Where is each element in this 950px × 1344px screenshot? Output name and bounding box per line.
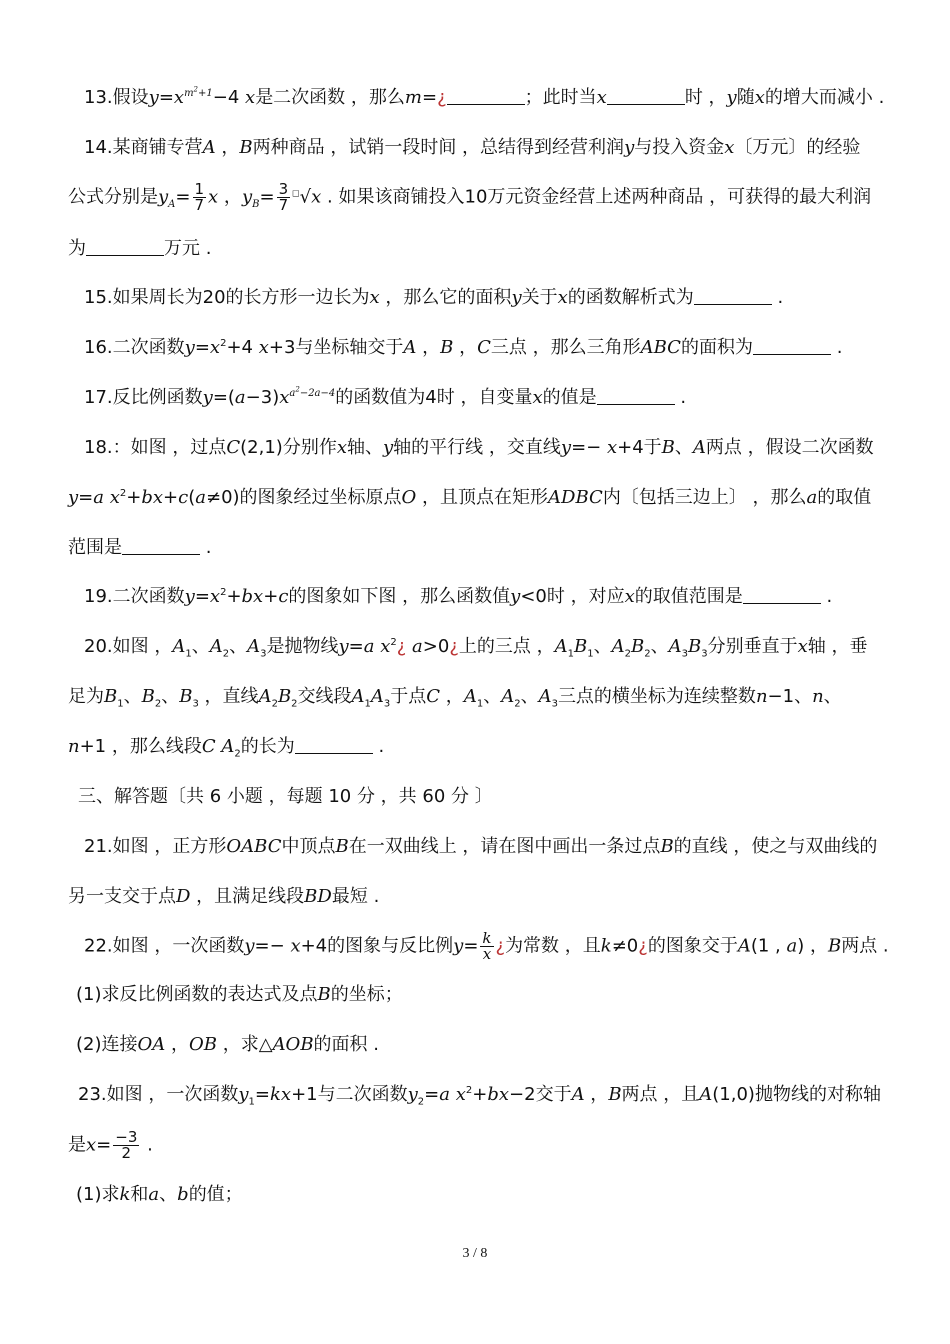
question-23: 23.如图 ，一次函数$y_1=kx+1$与二次函数$y_2=a$ $x^2+bx-2$交于A ，B两点 ，且A(1,0)抛物线的对称轴 bbox=[78, 1084, 881, 1108]
question-23-part-1: (1)求k和a、b的值； bbox=[76, 1184, 243, 1205]
question-14-line-3: 为 万元 . bbox=[68, 238, 212, 259]
question-23-line-2: 是x= $\frac{-3}{2}$ . bbox=[68, 1128, 153, 1162]
answer-blank[interactable] bbox=[694, 286, 772, 305]
question-18: 18.：如图 ，过点C(2,1)分别作x轴、y轴的平行线 ，交直线y=− x+4于B、A两点 ，假设二次函数 bbox=[84, 437, 874, 458]
question-20-line-2: 足为$B_1$、$B_2$、$B_3$ ，直线$A_2B_2$交线段$A_1A_3$于点C ，$A_1$、$A_2$、$A_3$三点的横坐标为连续整数n−1、n、 bbox=[68, 686, 842, 710]
question-21: 21.如图 ，正方形OABC中顶点B在一双曲线上 ，请在图中画出一条过点B的直线 ，使之与双曲线的 bbox=[84, 836, 878, 857]
question-13: 13.假设$y=x^{m^2+1}-4$ x是二次函数 ，那么m=¿ ；此时当x 时 ，y随x的增大而减小 . bbox=[84, 85, 885, 108]
question-14: 14.某商铺专营A ，B两种商品 ，试销一段时间 ，总结得到经营利润y与投入资金x〔万元〕的经验 bbox=[84, 137, 861, 158]
question-20-line-3: n+1 ，那么线段C $A_2$的长为 . bbox=[68, 736, 385, 760]
question-22: 22.如图 ，一次函数y=− x+4的图象与反比例y= $\frac{k}{x}$ ¿为常数 ，且k≠0¿的图象交于A(1 , a) ，B两点 . bbox=[84, 929, 889, 963]
section-header: 三、解答题〔共 6 小题 ，每题 10 分 ，共 60 分 〕 bbox=[78, 786, 493, 807]
answer-blank[interactable] bbox=[86, 237, 164, 256]
question-21-line-2: 另一支交于点D ，且满足线段BD最短 . bbox=[68, 886, 380, 907]
answer-blank[interactable] bbox=[753, 336, 831, 355]
answer-blank[interactable] bbox=[743, 585, 821, 604]
question-14-line-2: 公式分别是$y_A=$ $\frac{1}{7}$ x ，$y_B=$ $\frac{3}{7}$ □√x . 如果该商铺投入10万元资金经营上述两种商品 ，可获得的最大利润 bbox=[68, 180, 872, 214]
answer-blank[interactable] bbox=[607, 86, 685, 105]
answer-blank[interactable] bbox=[597, 386, 675, 405]
question-20: 20.如图 ，$A_1$、$A_2$、$A_3$是抛物线y=a $x^2¿$ a>0¿上的三点 ，$A_1B_1$、$A_2B_2$、$A_3B_3$分别垂直于x轴 ，垂 bbox=[84, 636, 868, 660]
question-18-line-3: 范围是 . bbox=[68, 537, 212, 558]
question-15: 15.如果周长为20的长方形一边长为x ，那么它的面积y关于x的函数解析式为 . bbox=[84, 287, 784, 308]
answer-blank[interactable] bbox=[447, 86, 525, 105]
question-18-line-2: y=a $x^2+bx+c(a\ne 0)$的图象经过坐标原点O ，且顶点在矩形ADBC内〔包括三边上〕 ，那么a的取值 bbox=[68, 487, 872, 508]
question-22-part-2: (2)连接OA ，OB ，求△AOB的面积 . bbox=[76, 1034, 379, 1055]
page-number: 3 / 8 bbox=[462, 1246, 488, 1261]
question-16: 16.二次函数$y=x^2+4$ x+3与坐标轴交于A ，B ，C三点 ，那么三角形ABC的面积为 . bbox=[84, 337, 843, 358]
answer-blank[interactable] bbox=[122, 536, 200, 555]
question-17: 17.反比例函数$y=(a-3)x^{a^2-2a-4}$的函数值为4时 ，自变量x的值是 . bbox=[84, 385, 687, 408]
question-22-part-1: (1)求反比例函数的表达式及点B的坐标； bbox=[76, 984, 403, 1005]
answer-blank[interactable] bbox=[295, 735, 373, 754]
question-19: 19.二次函数$y=x^2+bx+c$的图象如下图 ，那么函数值y<0时 ，对应x的取值范围是 . bbox=[84, 586, 833, 607]
